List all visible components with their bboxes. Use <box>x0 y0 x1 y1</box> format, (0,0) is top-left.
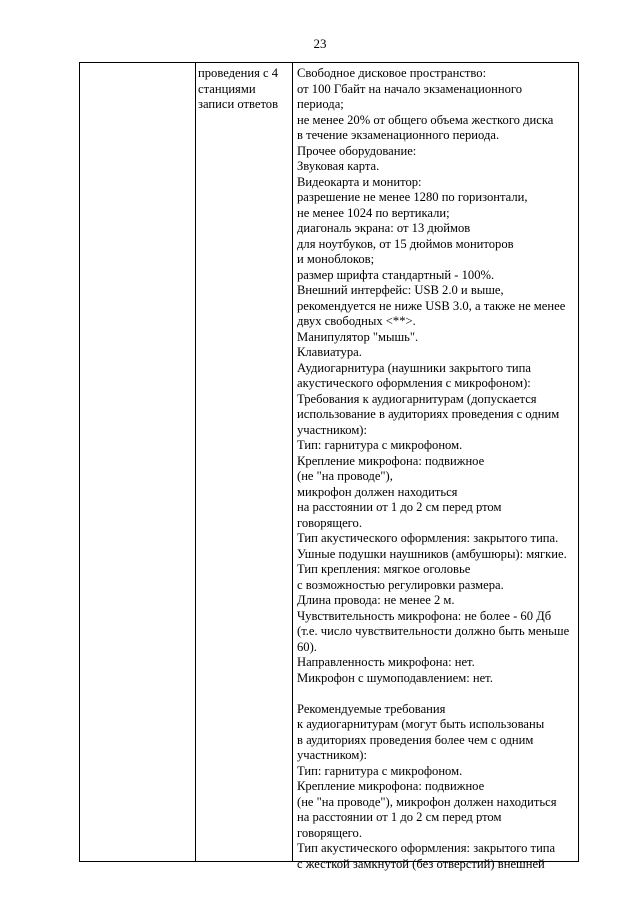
cell-line: записи ответов <box>198 97 279 111</box>
requirement-line: с возможностью регулировки размера. <box>297 577 504 592</box>
requirement-line: не менее 20% от общего объема жесткого диска <box>297 112 554 127</box>
requirement-line: Свободное дисковое пространство: <box>297 66 487 80</box>
requirement-line: и моноблоков; <box>297 252 375 266</box>
requirement-line: Звуковая карта. <box>297 159 380 173</box>
document-table <box>79 62 579 871</box>
requirement-line: с жесткой замкнутой (без отверстий) внешней <box>297 856 545 871</box>
requirement-line: Направленность микрофона: нет. <box>297 655 475 669</box>
cell-line: проведения с 4 <box>198 66 279 80</box>
requirement-line: Крепление микрофона: подвижное <box>297 779 485 793</box>
requirement-line: Клавиатура. <box>297 345 362 359</box>
requirement-line: на расстоянии от 1 до 2 см перед ртом <box>297 810 502 824</box>
requirement-line: участником): <box>297 422 367 437</box>
middle-column-cell <box>198 66 290 113</box>
requirement-line: использование в аудиториях проведения с одним <box>297 407 560 421</box>
requirement-line: в течение экзаменационного периода. <box>297 128 500 142</box>
requirement-line: Тип акустического оформления: закрытого типа. <box>297 531 559 545</box>
requirement-line: Аудиогарнитура (наушники закрытого типа <box>297 360 531 375</box>
requirement-line: (не "на проводе"), микрофон должен находиться <box>297 794 557 809</box>
requirement-line: (не "на проводе"), <box>297 469 393 483</box>
requirement-line: периода; <box>297 97 344 111</box>
requirement-line: в аудиториях проведения более чем с одним <box>297 732 534 747</box>
requirement-line: Рекомендуемые требования <box>297 701 446 716</box>
requirement-line: микрофон должен находиться <box>297 484 458 499</box>
requirement-line: Ушные подушки наушников (амбушюры): мягкие. <box>297 546 567 561</box>
requirement-line: к аудиогарнитурам (могут быть использованы <box>297 717 545 731</box>
page-number: 23 <box>313 36 327 51</box>
column-divider <box>292 63 293 861</box>
requirement-line: Тип акустического оформления: закрытого типа <box>297 841 556 855</box>
requirement-line: Требования к аудиогарнитурам (допускается <box>297 391 537 406</box>
requirement-line: рекомендуется не ниже USB 3.0, а также не менее <box>297 298 566 313</box>
requirement-line: Длина провода: не менее 2 м. <box>297 593 455 607</box>
requirement-line: Чувствительность микрофона: не более - 60 Дб <box>297 608 552 623</box>
requirement-line: говорящего. <box>297 515 362 530</box>
requirement-line: разрешение не менее 1280 по горизонтали, <box>297 190 528 204</box>
blank-line <box>297 686 579 702</box>
requirement-line: говорящего. <box>297 825 362 840</box>
requirement-line: акустического оформления с микрофоном): <box>297 376 531 390</box>
requirement-line: Крепление микрофона: подвижное <box>297 453 485 468</box>
requirement-line: Тип крепления: мягкое оголовье <box>297 562 471 576</box>
requirement-line: на расстоянии от 1 до 2 см перед ртом <box>297 500 502 514</box>
requirement-line: участником): <box>297 748 367 762</box>
requirement-line: от 100 Гбайт на начало экзаменационного <box>297 81 523 96</box>
requirement-line: двух свободных <**>. <box>297 314 416 328</box>
requirement-line: Прочее оборудование: <box>297 143 417 158</box>
requirements-cell <box>297 66 579 872</box>
requirement-line: размер шрифта стандартный - 100%. <box>297 267 495 282</box>
column-divider <box>195 63 196 861</box>
requirement-line: Внешний интерфейс: USB 2.0 и выше, <box>297 283 504 297</box>
requirement-line: Тип: гарнитура с микрофоном. <box>297 438 463 452</box>
requirement-line: для ноутбуков, от 15 дюймов мониторов <box>297 236 514 251</box>
requirement-line: Микрофон с шумоподавлением: нет. <box>297 670 493 685</box>
requirement-line: Манипулятор "мышь". <box>297 329 419 344</box>
requirement-line: диагональ экрана: от 13 дюймов <box>297 221 471 235</box>
requirement-line: Видеокарта и монитор: <box>297 174 422 189</box>
requirement-line: (т.е. число чувствительности должно быть меньше <box>297 624 570 638</box>
requirement-line: 60). <box>297 639 317 654</box>
requirement-line: не менее 1024 по вертикали; <box>297 205 450 220</box>
requirement-line: Тип: гарнитура с микрофоном. <box>297 763 463 778</box>
cell-line: станциями <box>198 81 256 96</box>
